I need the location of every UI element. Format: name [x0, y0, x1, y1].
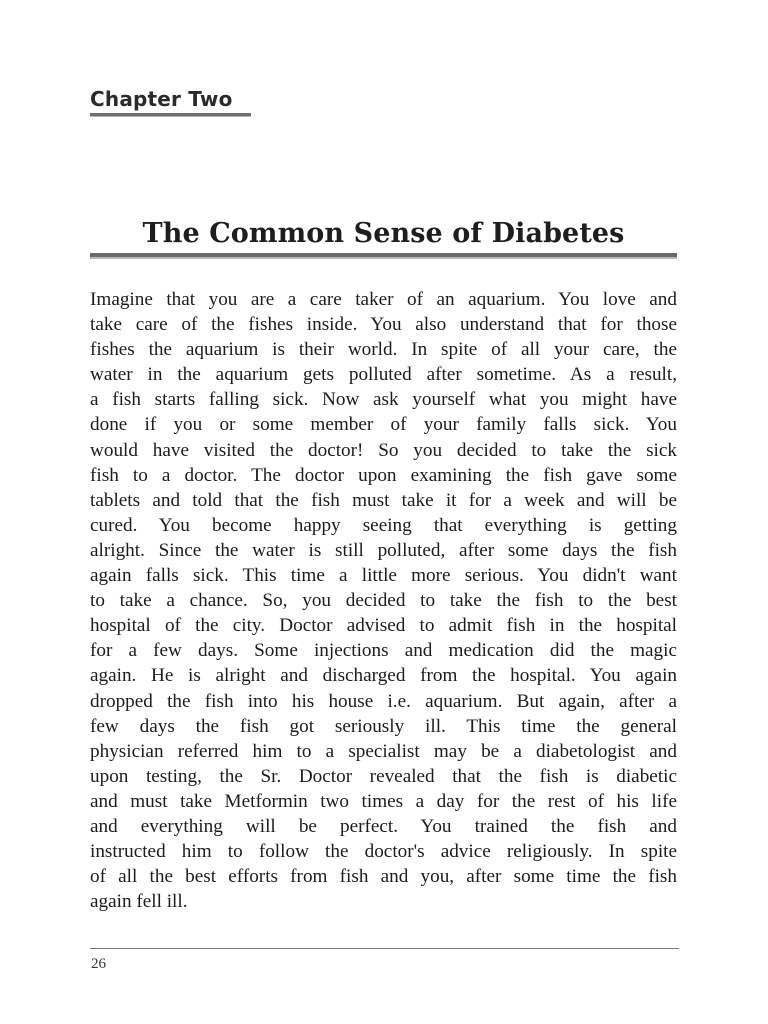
paragraph-line: and everything will be perfect. You trained the fish and — [90, 815, 677, 837]
paragraph-line: physician referred him to a specialist may be a diabetologist and — [90, 740, 677, 762]
title-underline — [90, 253, 677, 257]
paragraph-line: of all the best efforts from fish and you, after some time the fish — [90, 866, 677, 888]
paragraph-line: again fell ill. — [90, 891, 188, 913]
chapter-label: Chapter Two — [90, 87, 233, 111]
paragraph-line: alright. Since the water is still polluted, after some days the fish — [90, 539, 677, 561]
paragraph-line: again. He is alright and discharged from the hospital. You again — [90, 665, 677, 687]
paragraph-line: Imagine that you are a care taker of an aquarium. You love and — [90, 289, 677, 310]
paragraph-line: upon testing, the Sr. Doctor revealed that the fish is diabetic — [90, 765, 677, 787]
paragraph-line: water in the aquarium gets polluted after sometime. As a result, — [90, 364, 677, 386]
paragraph-line: to take a chance. So, you decided to take the fish to the best — [90, 590, 677, 612]
page-number: 26 — [91, 956, 106, 972]
paragraph-line: would have visited the doctor! So you decided to take the sick — [90, 439, 677, 461]
paragraph-line: hospital of the city. Doctor advised to admit fish in the hospital — [90, 615, 677, 637]
paragraph-line: and must take Metformin two times a day for the rest of his life — [90, 790, 677, 812]
paragraph-line: for a few days. Some injections and medication did the magic — [90, 640, 677, 662]
footer-divider — [90, 948, 679, 949]
paragraph-line: instructed him to follow the doctor's advice religiously. In spite — [90, 841, 677, 863]
paragraph-line: fishes the aquarium is their world. In spite of all your care, the — [90, 339, 677, 361]
paragraph-line: cured. You become happy seeing that everything is getting — [90, 514, 677, 536]
paragraph-line: take care of the fishes inside. You also understand that for those — [90, 314, 677, 336]
body-paragraph — [90, 287, 677, 914]
chapter-underline — [90, 113, 251, 116]
paragraph-line: dropped the fish into his house i.e. aquarium. But again, after a — [90, 690, 677, 712]
paragraph-line: again falls sick. This time a little more serious. You didn't want — [90, 565, 677, 587]
paragraph-line: a fish starts falling sick. Now ask yourself what you might have — [90, 389, 677, 411]
page-title: The Common Sense of Diabetes — [142, 218, 625, 249]
paragraph-line: tablets and told that the fish must take it for a week and will be — [90, 489, 677, 511]
paragraph-line: done if you or some member of your family falls sick. You — [90, 414, 677, 436]
paragraph-line: fish to a doctor. The doctor upon examining the fish gave some — [90, 464, 677, 486]
paragraph-line: few days the fish got seriously ill. This time the general — [90, 715, 677, 737]
